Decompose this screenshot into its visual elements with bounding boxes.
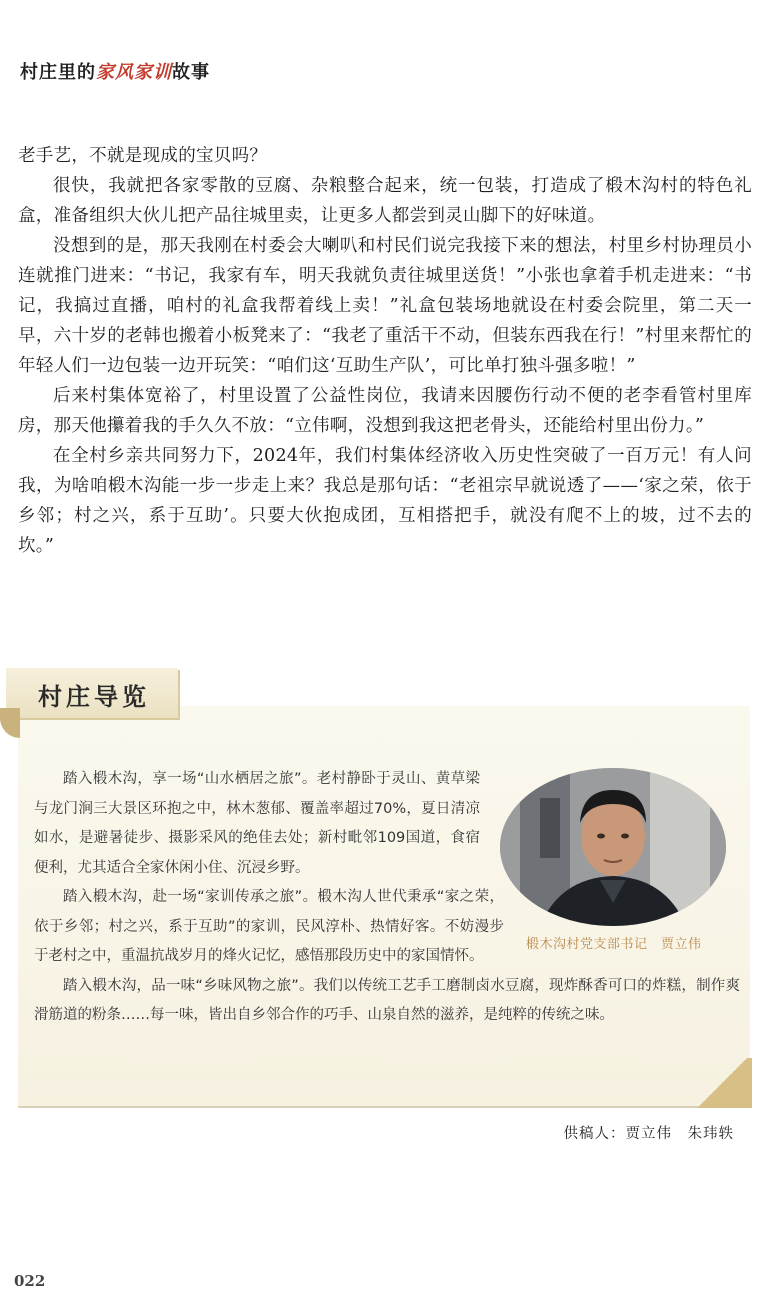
article-paragraph: 在全村乡亲共同努力下，2024年，我们村集体经济收入历史性突破了一百万元！有人问我，为啥咱椴木沟能一步一步走上来？我总是那句话：“老祖宗早就说透了——‘家之荣，依于乡邻；村之兴，系于互助’。只要大伙抱成团，互相搭把手，就没有爬不上的坡，过不去的坎。” xyxy=(18,446,752,556)
header-highlight: 家风家训 xyxy=(96,62,172,83)
header-suffix: 故事 xyxy=(172,62,210,83)
article-paragraph: 没想到的是，那天我刚在村委会大喇叭和村民们说完我接下来的想法，村里乡村协理员小连就推门进来：“书记，我家有车，明天我就负责往城里送货！”小张也拿着手机走进来：“书记，我搞过直播，咱村的礼盒我帮着线上卖！”礼盒包装场地就设在村委会院里，第二天一早，六十岁的老韩也搬着小板凳来了：“我老了重活干不动，但装东西我在行！”村里来帮忙的年轻人们一边包装一边开玩笑：“咱们这‘互助生产队’，可比单打独斗强多啦！” xyxy=(18,236,752,376)
photo-caption: 椴木沟村党支部书记 贾立伟 xyxy=(526,937,702,952)
contributors-credit: 供稿人：贾立伟 朱玮轶 xyxy=(563,1126,734,1142)
header-prefix: 村庄里的 xyxy=(20,62,96,83)
section-header xyxy=(20,58,210,84)
guide-paragraph: 踏入椴木沟，享一场“山水栖居之旅”。老村静卧于灵山、黄草梁与龙门涧三大景区环抱之中，林木葱郁、覆盖率超过70%，夏日清凉如水，是避暑徒步、摄影采风的绝佳去处；新村毗邻109国道，食宿便利，尤其适合全家休闲小住、沉浸乡野。 xyxy=(34,771,480,876)
village-guide-title: 村庄导览 xyxy=(38,682,150,711)
page-number: 022 xyxy=(14,1272,46,1290)
guide-paragraph: 踏入椴木沟，赴一场“家训传承之旅”。椴木沟人世代秉承“家之荣，依于乡邻；村之兴，系于互助”的家训，民风淳朴、热情好客。不妨漫步于老村之中，重温抗战岁月的烽火记忆，感悟那段历史中的家国情怀。 xyxy=(34,889,504,964)
article-paragraph: 老手艺，不就是现成的宝贝吗？ xyxy=(18,146,268,166)
article-paragraph: 很快，我就把各家零散的豆腐、杂粮整合起来，统一包装，打造成了椴木沟村的特色礼盒，准备组织大伙儿把产品往城里卖，让更多人都尝到灵山脚下的好味道。 xyxy=(18,176,752,226)
village-guide-text xyxy=(34,765,740,1031)
article-body xyxy=(18,141,752,561)
guide-paragraph: 踏入椴木沟，品一味“乡味风物之旅”。我们以传统工艺手工磨制卤水豆腐，现炸酥香可口的炸糕，制作爽滑筋道的粉条……每一味，皆出自乡邻合作的巧手、山泉自然的滋养，是纯粹的传统之味。 xyxy=(34,977,740,1023)
article-paragraph: 后来村集体宽裕了，村里设置了公益性岗位，我请来因腰伤行动不便的老李看管村里库房，那天他攥着我的手久久不放：“立伟啊，没想到我这把老骨头，还能给村里出份力。” xyxy=(18,386,752,436)
